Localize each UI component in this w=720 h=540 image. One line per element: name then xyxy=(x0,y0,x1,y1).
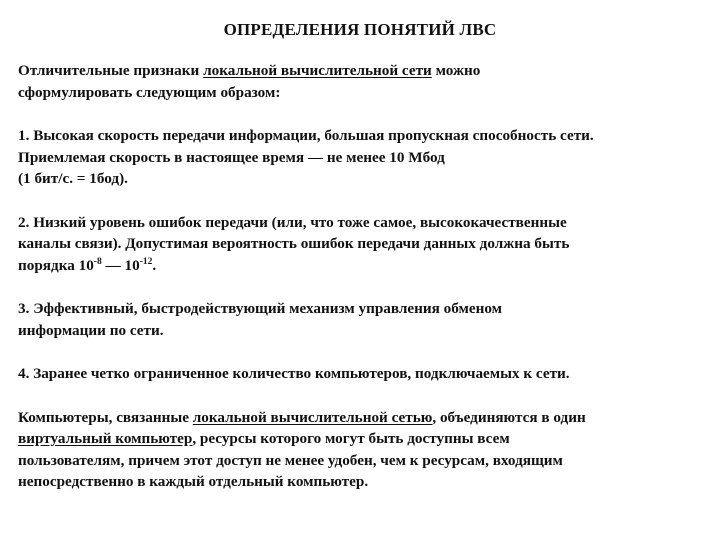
closing-line-1 xyxy=(18,407,708,429)
closing-text-b: , объединяются в один xyxy=(432,408,586,426)
exponent-2: -12 xyxy=(139,256,153,267)
item-3-line-2: информации по сети. xyxy=(18,321,164,339)
lan-link-term[interactable]: локальной вычислительной сети xyxy=(203,62,432,79)
item-2-text-b: — 10 xyxy=(101,256,140,274)
slide-body xyxy=(18,60,708,515)
intro-line-1 xyxy=(18,60,708,82)
item-2-line-2: каналы связи). Допустимая вероятность ошибок передачи данных должна быть xyxy=(18,235,570,252)
intro-paragraph xyxy=(18,60,708,103)
closing-text-a: Компьютеры, связанные xyxy=(18,408,193,426)
intro-text-b: можно xyxy=(431,62,481,79)
item-3-paragraph xyxy=(18,298,708,341)
lan-network-link-term[interactable]: локальной вычислительной сетью xyxy=(192,408,433,426)
closing-line-4: непосредственно в каждый отдельный компьютер. xyxy=(18,473,369,490)
item-4-paragraph xyxy=(18,363,708,385)
item-2-text-c: . xyxy=(152,256,157,274)
closing-line-2 xyxy=(18,428,708,450)
closing-line-3: пользователям, причем этот доступ не менее удобен, чем к ресурсам, входящим xyxy=(18,451,563,469)
closing-text-c: , ресурсы которого могут быть доступны всем xyxy=(192,430,510,447)
item-4-line-1: 4. Заранее четко ограниченное количество компьютеров, подключаемых к сети. xyxy=(18,365,570,382)
item-3-line-1: 3. Эффективный, быстродействующий механизм управления обменом xyxy=(18,300,503,317)
item-1-paragraph xyxy=(18,125,708,190)
item-1-line-2: Приемлемая скорость в настоящее время — не менее 10 Мбод xyxy=(18,148,445,166)
intro-line-2: сформулировать следующим образом: xyxy=(18,83,281,101)
item-1-line-3: (1 бит/с. = 1бод). xyxy=(18,170,128,187)
slide-title: ОПРЕДЕЛЕНИЯ ПОНЯТИЙ ЛВС xyxy=(223,20,497,39)
intro-text-a: Отличительные признаки xyxy=(18,62,204,79)
exponent-1: -8 xyxy=(93,256,102,267)
item-2-text-a: порядка 10 xyxy=(18,256,94,274)
item-1-line-1: 1. Высокая скорость передачи информации, большая пропускная способность сети. xyxy=(18,127,594,144)
virtual-computer-link-term[interactable]: виртуальный компьютер xyxy=(18,430,193,447)
closing-paragraph xyxy=(18,407,708,493)
item-2-line-3 xyxy=(18,255,708,277)
item-2-line-1: 2. Низкий уровень ошибок передачи (или, что тоже самое, высококачественные xyxy=(18,213,567,231)
item-2-paragraph xyxy=(18,212,708,277)
